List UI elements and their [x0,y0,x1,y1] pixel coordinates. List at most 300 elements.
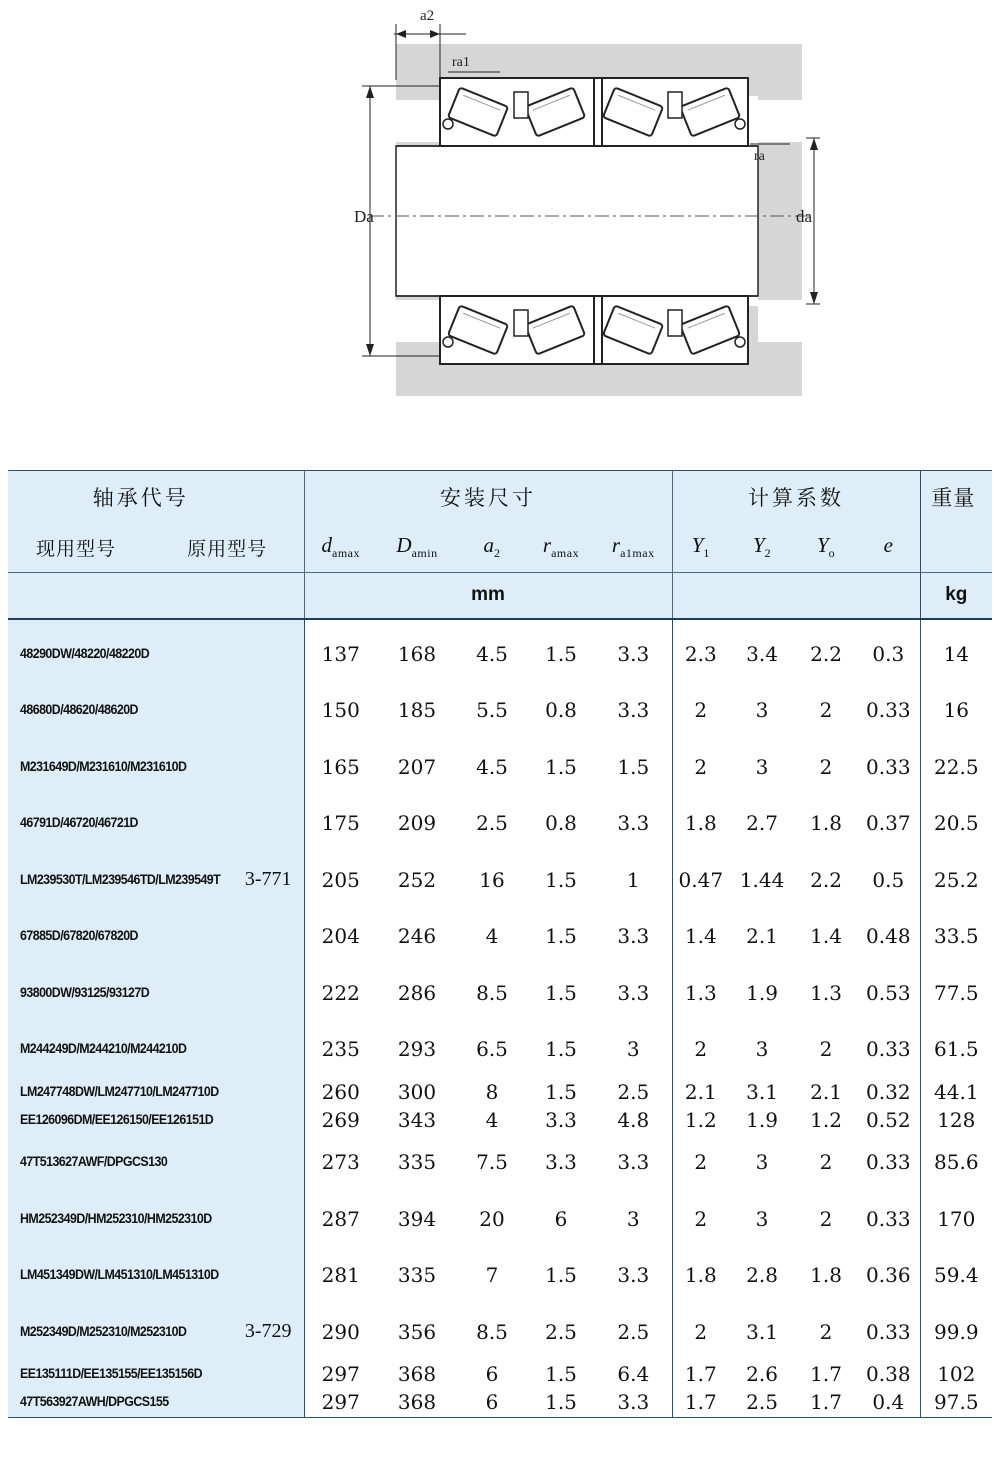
value-ra1: 3.3 [617,924,650,949]
value-cell-kg [920,1247,992,1304]
value-cell-ra [527,1304,595,1361]
value-y0: 1.2 [810,1107,842,1132]
table-row [8,1191,992,1248]
old-model-cell [238,1191,304,1248]
value-a2: 7.5 [476,1150,508,1175]
value-cell-D [377,1191,457,1248]
value-cell-kg [920,739,992,796]
value-cell-e [857,1021,920,1078]
value-y1: 1.8 [684,1263,717,1288]
value-d: 222 [321,980,360,1005]
value-e: 0.33 [866,754,911,779]
value-cell-a2 [457,739,527,796]
value-cell-a2 [457,1134,527,1191]
value-cell-y1 [672,965,729,1022]
value-cell-d [304,739,377,796]
value-ra1: 2.5 [617,1319,650,1344]
value-y2: 2.7 [746,811,778,836]
value-kg: 102 [937,1362,976,1387]
value-cell-y2 [729,1191,795,1248]
bearing-spec-table [8,470,992,1418]
value-ra1: 3 [626,1206,640,1231]
value-cell-kg [920,1191,992,1248]
value-y1: 2.3 [684,641,717,666]
model-cell [8,1304,238,1361]
value-y1: 1.7 [684,1390,717,1415]
value-y0: 2 [819,1206,833,1231]
value-e: 0.37 [866,811,911,836]
value-kg: 14 [943,641,970,666]
symbol-Da-min: $D_{amin}$ [396,533,438,561]
value-y0: 1.7 [810,1390,842,1415]
value-cell-D [377,1304,457,1361]
value-a2: 7 [485,1263,499,1288]
value-cell-d [304,619,377,683]
value-y2: 3 [755,1037,769,1062]
value-y2: 3 [755,1206,769,1231]
value-d: 290 [321,1319,360,1344]
unit-kg: kg [945,584,968,606]
value-cell-ra [527,739,595,796]
value-ra1: 4.8 [617,1107,650,1132]
symbol-da-max: $d_{amax}$ [321,533,360,561]
value-ra: 1.5 [545,1079,577,1104]
value-cell-e [857,965,920,1022]
value-y0: 2 [819,1319,833,1344]
value-e: 0.53 [866,980,911,1005]
old-model-cell [238,739,304,796]
value-cell-D [377,1078,457,1135]
value-cell-y2 [729,1304,795,1361]
value-cell-d [304,852,377,909]
model-number: LM239530T/LM239546TD/LM239549T [20,871,221,887]
value-cell-ra [527,619,595,683]
model-cell [8,739,238,796]
value-y1: 1.8 [684,811,717,836]
table-header [8,471,992,619]
value-D: 293 [397,1037,437,1062]
value-cell-kg [920,682,992,739]
model-number: 93800DW/93125/93127D [20,984,150,1000]
value-cell-ra [527,1078,595,1135]
value-y1: 2.1 [684,1079,717,1104]
value-D: 246 [397,924,437,949]
value-d: 204 [321,924,360,949]
value-cell-e [857,682,920,739]
value-y2: 2.5 [746,1390,778,1415]
table-body [8,619,992,1418]
value-y0: 1.8 [810,1263,842,1288]
value-cell-y2 [729,682,795,739]
value-cell-ra1 [595,619,672,683]
value-e: 0.52 [866,1107,911,1132]
value-ra1: 3.3 [617,1150,650,1175]
value-cell-y0 [795,1304,857,1361]
old-model-cell [238,619,304,683]
value-cell-e [857,739,920,796]
value-cell-d [304,1304,377,1361]
value-cell-e [857,1191,920,1248]
value-ra1: 6.4 [617,1362,650,1387]
value-cell-a2 [457,1360,527,1417]
value-y0: 2 [819,1150,833,1175]
value-cell-D [377,795,457,852]
value-ra: 1.5 [545,1037,577,1062]
symbol-Y2: $Y_2$ [752,533,772,561]
value-cell-e [857,619,920,683]
model-cell [8,682,238,739]
value-a2: 6 [485,1390,499,1415]
value-cell-kg [920,965,992,1022]
value-y1: 0.47 [678,867,724,892]
value-cell-y1 [672,619,729,683]
value-cell-d [304,1247,377,1304]
value-cell-ra [527,1191,595,1248]
value-y1: 2 [694,1319,708,1344]
value-ra: 6 [554,1206,568,1231]
value-cell-y2 [729,965,795,1022]
old-model-cell: 3-771 [238,852,304,909]
value-cell-y0 [795,795,857,852]
value-a2: 4.5 [476,754,508,779]
old-model-cell [238,795,304,852]
value-D: 356 [397,1319,437,1344]
value-cell-y1 [672,1191,729,1248]
value-kg: 16 [943,698,970,723]
table-row [8,682,992,739]
value-cell-y0 [795,682,857,739]
value-cell-ra1 [595,1021,672,1078]
value-ra: 1.5 [545,867,577,892]
ra-label: ra [754,149,765,164]
value-cell-y1 [672,739,729,796]
value-a2: 6.5 [476,1037,508,1062]
ra1-label: ra1 [452,55,470,70]
value-kg: 59.4 [934,1263,979,1288]
header-current-model: 现用型号 [36,537,117,560]
value-d: 137 [321,641,360,666]
value-kg: 170 [937,1206,976,1231]
value-ra1: 3.3 [617,811,650,836]
value-y0: 1.7 [810,1362,842,1387]
value-cell-y1 [672,795,729,852]
value-ra: 3.3 [545,1107,577,1132]
header-weight: 重量 [931,485,976,510]
value-cell-y0 [795,619,857,683]
value-y2: 3 [755,754,769,779]
value-y2: 1.9 [746,1107,778,1132]
value-cell-d [304,1078,377,1135]
value-a2: 2.5 [476,811,508,836]
value-cell-y1 [672,1021,729,1078]
value-cell-y0 [795,1360,857,1417]
value-cell-a2 [457,908,527,965]
model-number: 47T513627AWF/DPGCS130 [20,1154,168,1170]
value-y2: 3.1 [746,1319,778,1344]
model-number: LM451349DW/LM451310/LM451310D [20,1267,219,1283]
value-e: 0.33 [866,1206,911,1231]
value-e: 0.4 [872,1390,905,1415]
value-y1: 2 [694,1037,708,1062]
value-D: 368 [397,1362,437,1387]
value-cell-y1 [672,682,729,739]
value-D: 286 [397,980,437,1005]
value-y2: 3.4 [746,641,778,666]
value-y1: 2 [694,1206,708,1231]
old-model-cell: 3-729 [238,1304,304,1361]
value-cell-y1 [672,1304,729,1361]
da-label: da [796,207,813,226]
value-kg: 22.5 [934,754,979,779]
value-cell-ra1 [595,1134,672,1191]
value-kg: 85.6 [934,1150,979,1175]
model-cell [8,1021,238,1078]
header-calculation-factors: 计算系数 [748,485,845,510]
value-cell-D [377,619,457,683]
value-cell-a2 [457,965,527,1022]
value-kg: 33.5 [934,924,979,949]
value-cell-y2 [729,1078,795,1135]
value-cell-y0 [795,1134,857,1191]
value-cell-kg [920,1021,992,1078]
value-cell-d [304,908,377,965]
model-number: 47T563927AWH/DPGCS155 [20,1394,169,1410]
model-cell [8,908,238,965]
value-y1: 2 [694,698,708,723]
value-cell-a2 [457,1078,527,1135]
symbol-ra1-max: $r_{a1max}$ [611,533,655,561]
value-D: 207 [397,754,437,779]
old-model-cell [238,908,304,965]
value-y1: 1.3 [684,980,717,1005]
old-model-cell [238,1360,304,1417]
symbol-Y0: $Y_o$ [816,533,836,561]
value-cell-kg [920,852,992,909]
value-cell-a2 [457,1021,527,1078]
value-y0: 2 [819,754,833,779]
value-cell-ra1 [595,908,672,965]
old-model-cell [238,1134,304,1191]
value-y2: 3.1 [746,1079,778,1104]
value-y2: 3 [755,1150,769,1175]
value-D: 368 [397,1390,437,1415]
value-y1: 1.2 [684,1107,717,1132]
value-d: 235 [321,1037,360,1062]
value-e: 0.32 [866,1079,911,1104]
value-cell-y0 [795,1247,857,1304]
model-cell [8,1191,238,1248]
value-D: 343 [397,1107,437,1132]
value-D: 335 [397,1150,437,1175]
value-kg: 77.5 [934,980,979,1005]
table-row [8,852,992,909]
value-cell-y2 [729,795,795,852]
value-ra: 2.5 [545,1319,577,1344]
value-D: 185 [397,698,437,723]
model-cell [8,1247,238,1304]
value-a2: 8 [485,1079,499,1104]
value-cell-y1 [672,908,729,965]
value-D: 168 [397,641,437,666]
value-y2: 3 [755,698,769,723]
value-kg: 25.2 [934,867,979,892]
model-cell [8,1078,238,1135]
value-y0: 2.2 [810,641,842,666]
value-kg: 44.1 [934,1079,979,1104]
model-cell [8,1134,238,1191]
table-row [8,1021,992,1078]
value-D: 252 [397,867,437,892]
value-cell-y2 [729,852,795,909]
value-cell-d [304,795,377,852]
header-mounting-dimensions: 安装尺寸 [440,485,537,510]
bearing-mounting-diagram [350,0,820,410]
value-cell-d [304,682,377,739]
value-cell-ra1 [595,852,672,909]
a2-label: a2 [420,8,435,24]
value-y1: 1.7 [684,1362,717,1387]
value-cell-a2 [457,682,527,739]
value-cell-d [304,1360,377,1417]
value-cell-kg [920,908,992,965]
table-row [8,619,992,683]
value-cell-e [857,908,920,965]
unit-mm: mm [471,584,505,606]
value-d: 150 [321,698,360,723]
old-model-cell [238,1021,304,1078]
model-number: M244249D/M244210/M244210D [20,1041,187,1057]
value-cell-a2 [457,852,527,909]
value-kg: 128 [937,1107,976,1132]
value-y2: 1.44 [739,867,785,892]
value-y2: 2.8 [746,1263,778,1288]
value-D: 394 [397,1206,437,1231]
table-row [8,1078,992,1135]
value-cell-ra [527,1247,595,1304]
value-ra: 1.5 [545,1390,577,1415]
value-cell-D [377,1021,457,1078]
value-d: 205 [321,867,360,892]
value-cell-D [377,852,457,909]
value-y0: 1.3 [810,980,842,1005]
value-cell-a2 [457,619,527,683]
value-y0: 2 [819,698,833,723]
value-cell-kg [920,1134,992,1191]
model-number: 46791D/46720/46721D [20,815,138,831]
value-cell-y0 [795,965,857,1022]
value-cell-d [304,1191,377,1248]
value-d: 175 [321,811,360,836]
value-cell-y2 [729,739,795,796]
value-cell-y0 [795,1191,857,1248]
model-cell [8,795,238,852]
value-ra: 1.5 [545,924,577,949]
model-number: LM247748DW/LM247710/LM247710D [20,1083,219,1099]
model-number: EE126096DM/EE126150/EE126151D [20,1111,214,1127]
value-cell-d [304,965,377,1022]
value-kg: 97.5 [934,1390,979,1415]
value-cell-d [304,1134,377,1191]
model-cell [8,965,238,1022]
value-a2: 5.5 [476,698,508,723]
value-y0: 2.2 [810,867,842,892]
value-cell-e [857,1247,920,1304]
value-d: 273 [321,1150,360,1175]
value-cell-ra1 [595,1247,672,1304]
value-ra1: 3 [626,1037,640,1062]
value-cell-y1 [672,1247,729,1304]
value-cell-y1 [672,1078,729,1135]
value-e: 0.33 [866,1319,911,1344]
value-y0: 2 [819,1037,833,1062]
value-cell-a2 [457,1191,527,1248]
symbol-ra-max: $r_{amax}$ [542,533,580,561]
model-cell [8,619,238,683]
value-cell-ra [527,852,595,909]
value-cell-kg [920,1360,992,1417]
Da-label: Da [354,207,374,226]
model-number: 67885D/67820/67820D [20,928,138,944]
value-cell-ra [527,1021,595,1078]
value-cell-y2 [729,1247,795,1304]
value-cell-y2 [729,1021,795,1078]
value-a2: 6 [485,1362,499,1387]
model-cell [8,1360,238,1417]
value-cell-kg [920,619,992,683]
value-ra: 3.3 [545,1150,577,1175]
value-ra: 1.5 [545,754,577,779]
value-cell-y1 [672,1134,729,1191]
old-model-cell [238,1078,304,1135]
value-cell-ra1 [595,1191,672,1248]
symbol-a2: $a_2$ [483,533,501,561]
value-e: 0.33 [866,1150,911,1175]
value-cell-D [377,682,457,739]
value-e: 0.33 [866,1037,911,1062]
value-y1: 2 [694,754,708,779]
table-row [8,1134,992,1191]
value-cell-y0 [795,852,857,909]
value-kg: 20.5 [934,811,979,836]
value-d: 260 [321,1079,360,1104]
model-number: M231649D/M231610/M231610D [20,758,187,774]
value-y1: 1.4 [684,924,717,949]
value-d: 269 [321,1107,360,1132]
value-cell-ra1 [595,1360,672,1417]
value-D: 300 [397,1079,437,1104]
value-e: 0.3 [872,641,905,666]
value-cell-e [857,852,920,909]
value-D: 209 [397,811,437,836]
old-model-cell [238,682,304,739]
value-ra: 1.5 [545,641,577,666]
value-ra1: 1.5 [617,754,650,779]
value-cell-ra [527,965,595,1022]
value-cell-y2 [729,908,795,965]
value-cell-e [857,1304,920,1361]
value-a2: 8.5 [476,1319,508,1344]
table-row [8,1360,992,1417]
value-ra1: 1 [626,867,640,892]
value-d: 287 [321,1206,360,1231]
model-number: 48680D/48620/48620D [20,702,138,718]
value-y1: 2 [694,1150,708,1175]
value-cell-ra [527,682,595,739]
value-a2: 4 [485,1107,499,1132]
header-bearing-code: 轴承代号 [92,485,189,510]
value-kg: 61.5 [934,1037,979,1062]
table-row [8,795,992,852]
